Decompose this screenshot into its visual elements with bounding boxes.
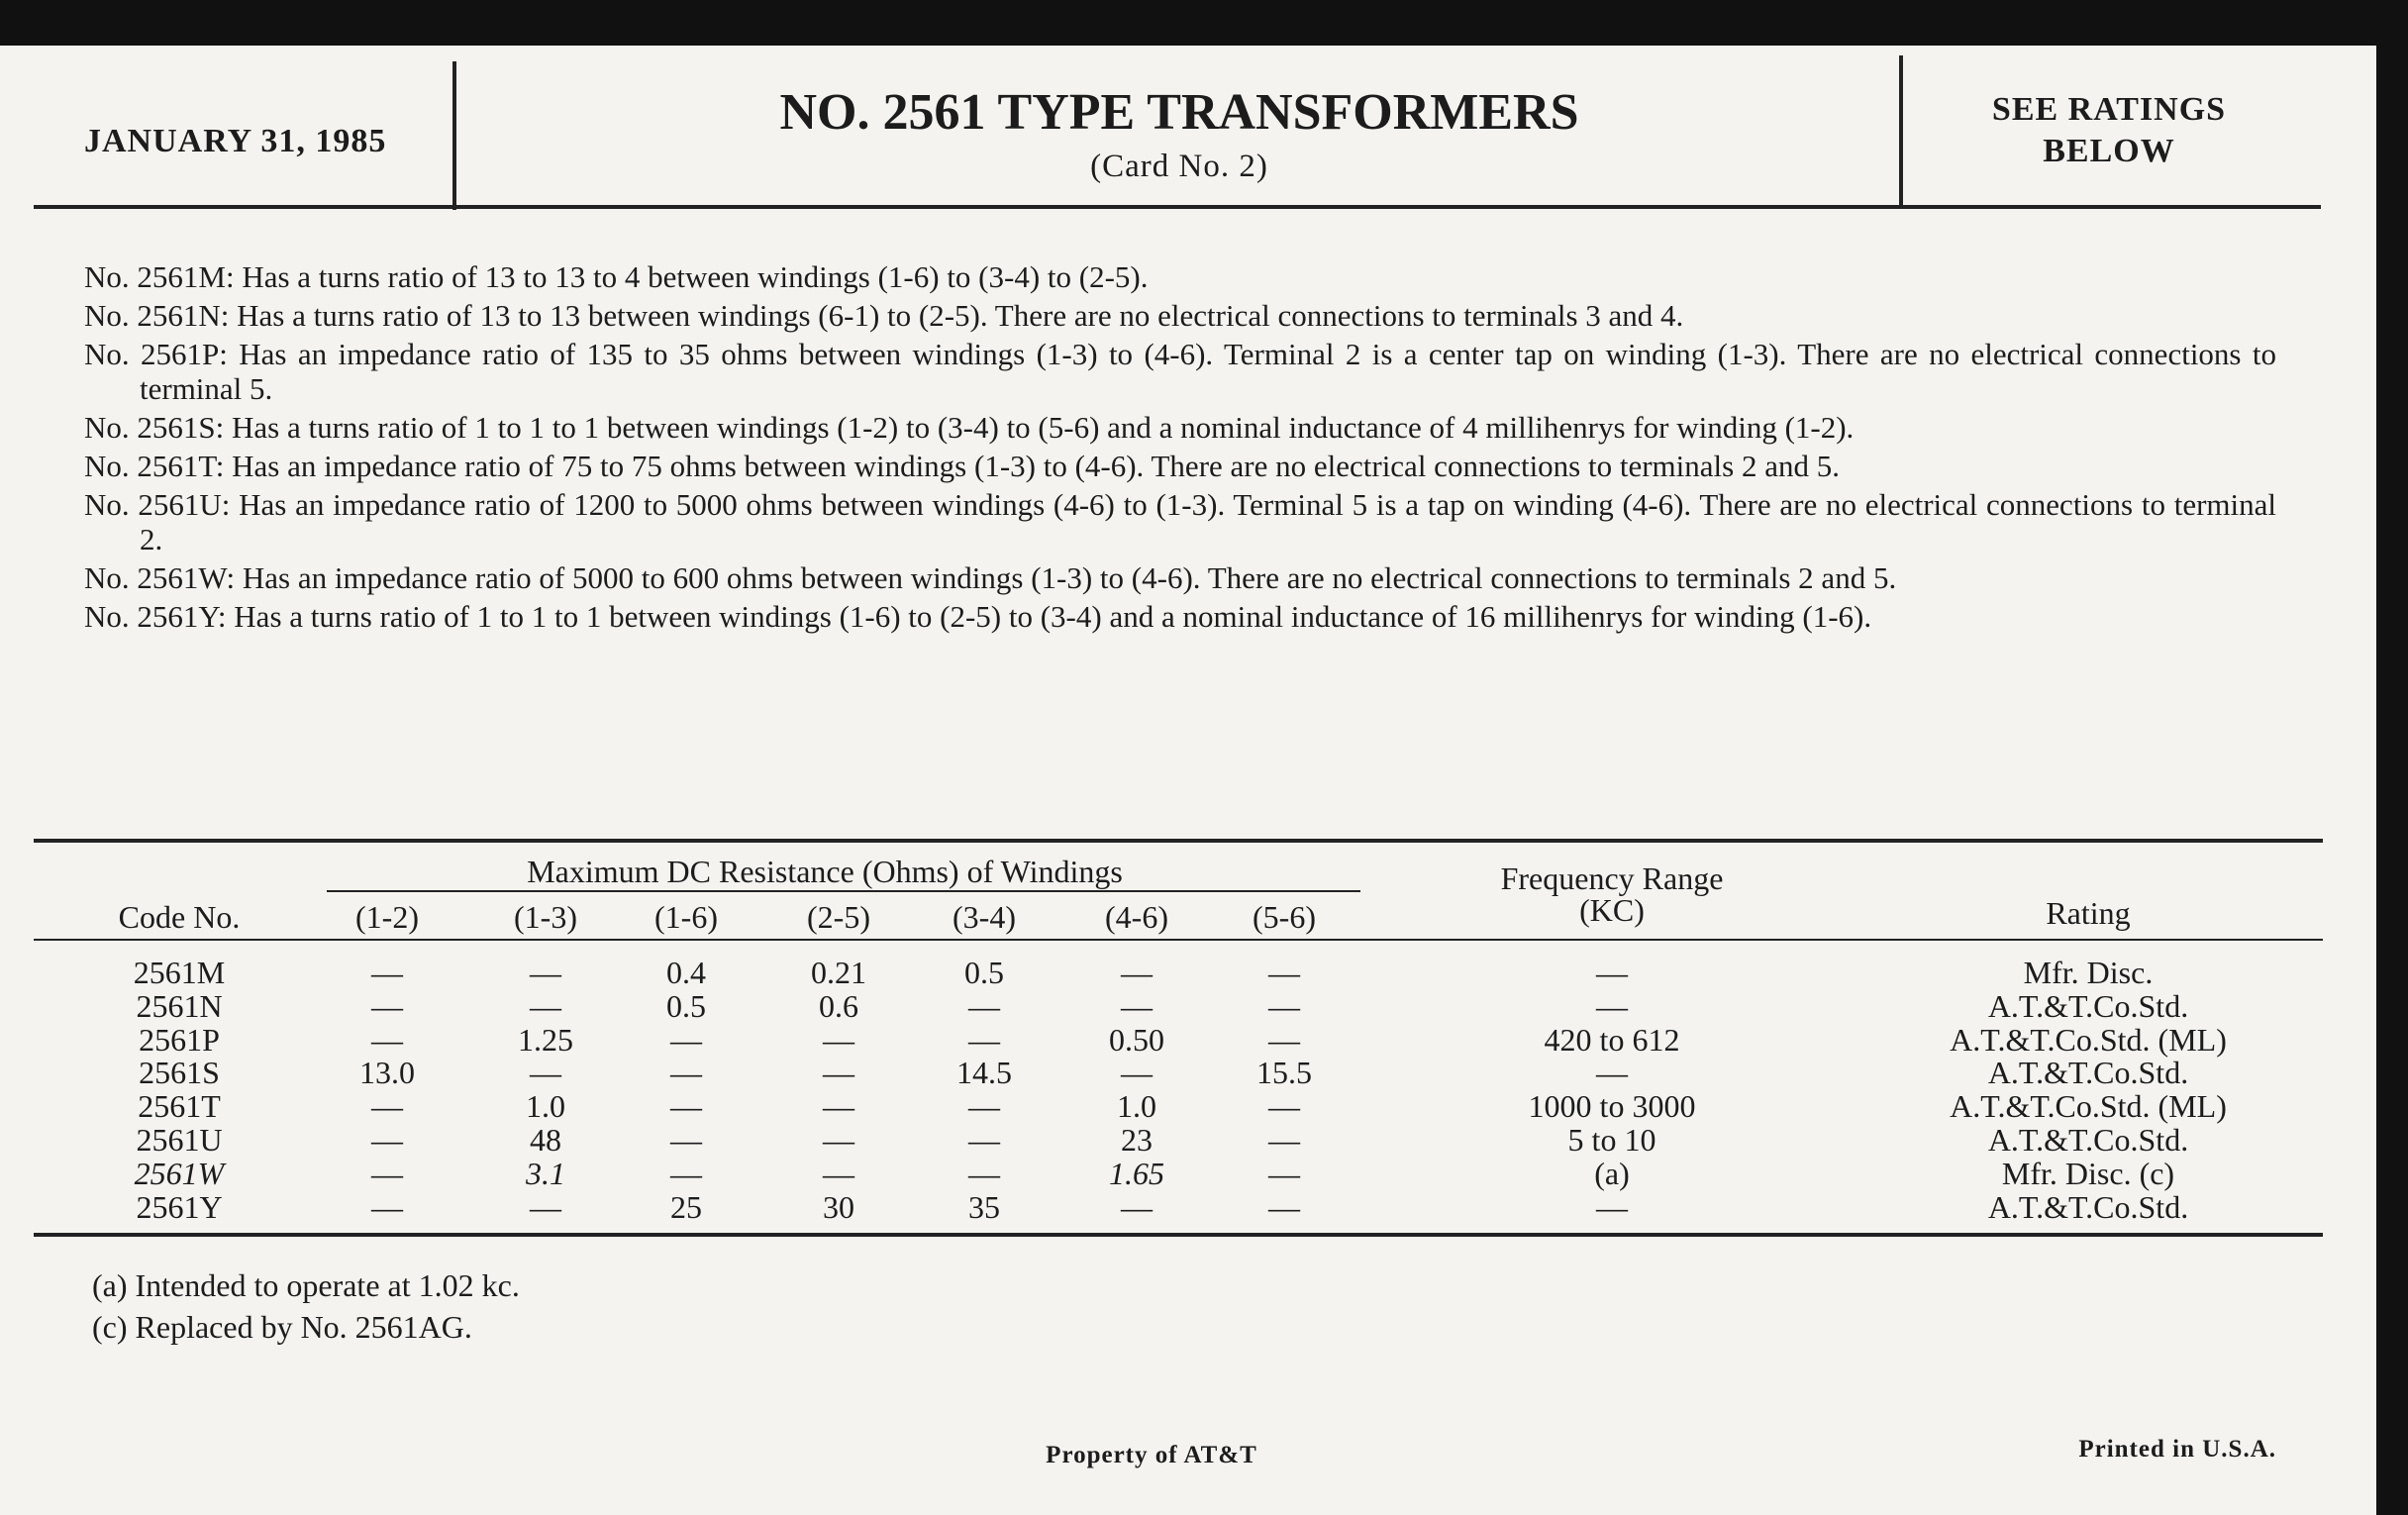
card-number: (Card No. 2) [1090, 149, 1268, 184]
column-header: (1-6) [654, 899, 718, 935]
table-cell: 2561P [139, 1021, 220, 1058]
table-cell: — [371, 987, 403, 1024]
table-cell: 1.25 [518, 1021, 573, 1058]
table-cell: 0.50 [1109, 1021, 1164, 1058]
table-cell: — [968, 1021, 1000, 1058]
table-cell: — [530, 955, 561, 990]
description-2561S: No. 2561S: Has a turns ratio of 1 to 1 to 1 between windings (1-2) to (3-4) to (5-6) and a nominal inductance of 4 millihenrys for winding (1-2). [84, 410, 1855, 445]
table-cell: 2561N [136, 987, 223, 1024]
table-cell: 0.6 [819, 987, 858, 1024]
table-cell: — [371, 955, 403, 990]
table-cell: — [1268, 1021, 1300, 1058]
table-cell: — [823, 1088, 854, 1125]
table-cell: 2561Y [136, 1188, 223, 1225]
table-cell: — [968, 987, 1000, 1024]
table-cell: — [371, 1155, 403, 1191]
table-cell: 30 [823, 1188, 854, 1225]
descriptions [84, 259, 2276, 638]
table-cell: 15.5 [1256, 1055, 1312, 1091]
table-cell: — [968, 1122, 1000, 1158]
table-cell: — [371, 1021, 403, 1058]
group-rule [327, 890, 1360, 892]
footnote-c: (c) Replaced by No. 2561AG. [92, 1309, 472, 1345]
table-cell: — [530, 987, 561, 1024]
table-cell: — [1121, 1188, 1153, 1225]
table-cell: 13.0 [359, 1055, 415, 1091]
description-2561P: No. 2561P: Has an impedance ratio of 135 to 35 ohms between windings (1-3) to (4-6). Terminal 2 is a center tap on winding (1-3). There are no electrical connections to terminal 5. [84, 337, 2276, 406]
table-bottom-rule [34, 1233, 2323, 1237]
ratings-note-line2: BELOW [2043, 133, 2175, 169]
table-cell: — [968, 1155, 1000, 1191]
table-cell: Mfr. Disc. (c) [2001, 1155, 2175, 1191]
property-notice: Property of AT&T [1046, 1442, 1257, 1468]
column-header: (4-6) [1105, 899, 1168, 935]
table-top-rule [34, 839, 2323, 843]
description-2561Y: No. 2561Y: Has a turns ratio of 1 to 1 to 1 between windings (1-6) to (2-5) to (3-4) and a nominal inductance of 16 millihenrys for winding (1-6). [84, 599, 1872, 634]
table-cell: 2561T [138, 1088, 221, 1125]
table-cell: 0.5 [666, 987, 706, 1024]
table-cell: 0.4 [666, 955, 706, 990]
table-cell: 14.5 [956, 1055, 1012, 1091]
table-cell: 35 [968, 1188, 1000, 1225]
table-cell: 2561M [133, 955, 226, 990]
table-cell: — [1268, 1088, 1300, 1125]
table-cell: — [1268, 1122, 1300, 1158]
column-header: Frequency Range [1500, 860, 1724, 896]
table-cell: — [968, 1088, 1000, 1125]
description-2561U: No. 2561U: Has an impedance ratio of 1200 to 5000 ohms between windings (4-6) to (1-3). Terminal 5 is a tap on winding (4-6). There are no electrical connections to terminal 2. [84, 487, 2276, 556]
table-cell: 25 [670, 1188, 702, 1225]
table-cell: — [1596, 1188, 1628, 1225]
table-cell: A.T.&T.Co.Std. [1987, 1055, 2189, 1091]
divider [452, 61, 456, 210]
table-cell: (a) [1594, 1155, 1630, 1191]
table-cell: — [1268, 987, 1300, 1024]
table-cell: — [530, 1188, 561, 1225]
description-2561W: No. 2561W: Has an impedance ratio of 5000 to 600 ohms between windings (1-3) to (4-6). There are no electrical connections to terminals 2 and 5. [84, 560, 1897, 595]
table-cell: 2561U [136, 1122, 223, 1158]
table-cell: 3.1 [526, 1155, 565, 1191]
footnote-a: (a) Intended to operate at 1.02 kc. [92, 1267, 520, 1303]
table-cell: — [1596, 955, 1628, 990]
column-header: (2-5) [807, 899, 870, 935]
table-cell: — [823, 1155, 854, 1191]
table-cell: — [823, 1055, 854, 1091]
table-cell: Mfr. Disc. [2023, 955, 2154, 990]
column-header: (1-2) [355, 899, 419, 935]
table-cell: 1.0 [526, 1088, 565, 1125]
table-cell: — [670, 1055, 702, 1091]
table-cell: 0.5 [964, 955, 1004, 990]
column-header: (5-6) [1253, 899, 1316, 935]
table-cell: — [1596, 987, 1628, 1024]
table-cell: — [670, 1021, 702, 1058]
table-cell: A.T.&T.Co.Std. [1987, 987, 2189, 1024]
description-2561T: No. 2561T: Has an impedance ratio of 75 to 75 ohms between windings (1-3) to (4-6). There are no electrical connections to terminals 2 and 5. [84, 449, 1840, 483]
table-cell: — [1121, 987, 1153, 1024]
header-bottom-rule [34, 939, 2323, 941]
table-cell: 1000 to 3000 [1528, 1088, 1696, 1125]
table-cell: — [1596, 1055, 1628, 1091]
page-title: NO. 2561 TYPE TRANSFORMERS [779, 84, 1579, 141]
table-cell: — [371, 1088, 403, 1125]
table-cell: 0.21 [811, 955, 866, 990]
table-cell: 1.65 [1109, 1155, 1164, 1191]
column-header: (KC) [1579, 892, 1645, 928]
table-cell: — [371, 1188, 403, 1225]
date: JANUARY 31, 1985 [84, 123, 387, 159]
table-cell: A.T.&T.Co.Std. [1987, 1188, 2189, 1225]
table-cell: 48 [530, 1122, 561, 1158]
description-2561M: No. 2561M: Has a turns ratio of 13 to 13 to 4 between windings (1-6) to (3-4) to (2-5). [84, 259, 1149, 294]
table-cell: 23 [1121, 1122, 1153, 1158]
printed-notice: Printed in U.S.A. [2078, 1436, 2276, 1463]
table-cell: — [823, 1021, 854, 1058]
table-cell: A.T.&T.Co.Std. [1987, 1122, 2189, 1158]
column-header: (1-3) [514, 899, 577, 935]
ratings-note-line1: SEE RATINGS [1991, 91, 2227, 128]
table-cell: 420 to 612 [1544, 1021, 1680, 1058]
table-cell: 5 to 10 [1567, 1122, 1656, 1158]
column-header: Code No. [118, 899, 241, 935]
table-cell: A.T.&T.Co.Std. (ML) [1950, 1021, 2227, 1058]
table-cell: — [670, 1122, 702, 1158]
group-header: Maximum DC Resistance (Ohms) of Windings [527, 854, 1123, 889]
table-cell: — [1121, 955, 1153, 990]
table-cell: — [670, 1088, 702, 1125]
column-header: (3-4) [953, 899, 1016, 935]
column-header: Rating [2046, 895, 2131, 931]
table-cell: 2561W [134, 1155, 225, 1191]
table-cell: — [1268, 1188, 1300, 1225]
table-cell: — [823, 1122, 854, 1158]
table-cell: — [371, 1122, 403, 1158]
table-cell: — [1268, 955, 1300, 990]
table-cell: — [530, 1055, 561, 1091]
divider [1899, 55, 1903, 206]
table-cell: — [1121, 1055, 1153, 1091]
table-cell: 1.0 [1117, 1088, 1156, 1125]
table-cell: — [1268, 1155, 1300, 1191]
table-cell: — [670, 1155, 702, 1191]
header-rule [34, 205, 2321, 209]
description-2561N: No. 2561N: Has a turns ratio of 13 to 13 between windings (6-1) to (2-5). There are no electrical connections to terminals 3 and 4. [84, 298, 1684, 333]
table-cell: A.T.&T.Co.Std. (ML) [1950, 1088, 2227, 1125]
table-cell: 2561S [139, 1055, 220, 1091]
